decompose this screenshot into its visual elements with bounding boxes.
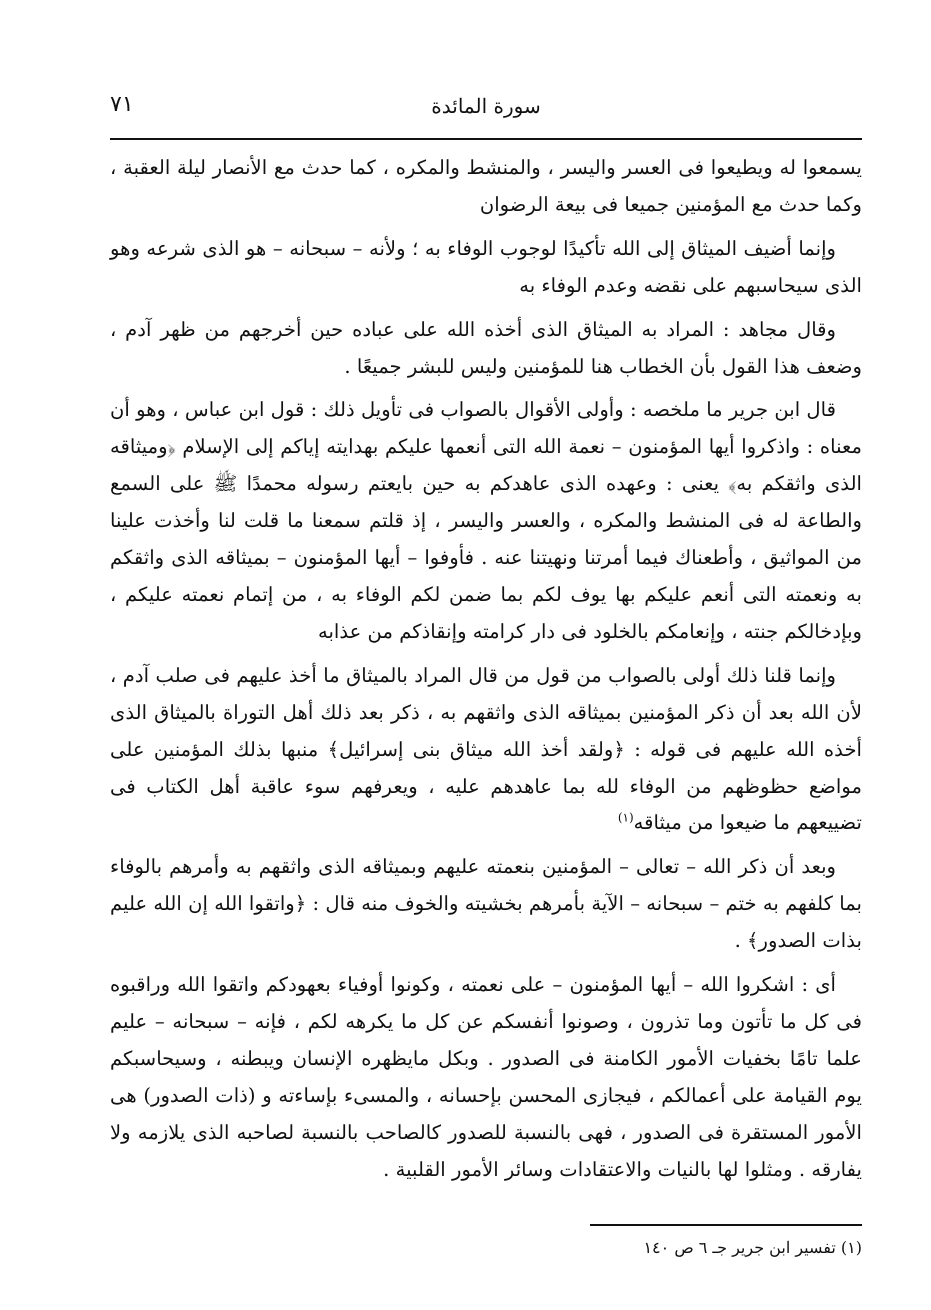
paragraph-continuation: يسمعوا له ويطيعوا فى العسر واليسر ، والمنشط والمكره ، كما حدث مع الأنصار ليلة العقبة ، وكما حدث مع المؤمنين جميعا فى بيعة الرضوان [110, 156, 862, 216]
paragraph: وإنما أضيف الميثاق إلى الله تأكيدًا لوجوب الوفاء به ؛ ولأنه – سبحانه – هو الذى شرعه وهو الذى سيحاسبهم على نقضه وعدم الوفاء به [110, 236, 862, 297]
page-header [110, 82, 862, 140]
paragraph: قال ابن جرير ما ملخصه : وأولى الأقوال بالصواب فى تأويل ذلك : قول ابن عباس ، وهو أن معناه : واذكروا أيها المؤمنون – نعمة الله التى أنعمها عليكم بهدايته إياكم إلى الإسلام ﴿وميثاقه الذى واثقكم به﴾ يعنى : وعهده الذى عاهدكم به حين بايعتم رسوله محمدًا ﷺ على السمع والطاعة له فى المنشط والمكره ، والعسر واليسر ، إذ قلتم سمعنا ما قلت لنا وأخذت علينا من المواثيق ، وأطعناك فيما أمرتنا ونهيتنا عنه . فأوفوا – أيها المؤمنون – بميثاقه الذى واثقكم به ونعمته التى أنعم عليكم بها يوف لكم بما ضمن لكم الوفاء به ، من إتمام نعمته عليكم ، وبإدخالكم جنته ، وإنعامكم بالخلود فى دار كرامته وإنقاذكم من عذابه [110, 398, 862, 643]
body-text [110, 150, 862, 1195]
paragraph-with-footnote [110, 658, 862, 843]
paragraph: وبعد أن ذكر الله – تعالى – المؤمنين بنعمته عليهم وبميثاقه الذى واثقهم به وأمرهم بالوفاء بما كلفهم به ختم – سبحانه – الآية بأمرهم بخشيته والخوف منه قال : ﴿واتقوا الله إن الله عليم بذات الصدور﴾ . [110, 855, 862, 953]
page-number: ٧١ [110, 92, 134, 117]
paragraph: وقال مجاهد : المراد به الميثاق الذى أخذه الله على عباده حين أخرجهم من ظهر آدم ، وضعف هذا القول بأن الخطاب هنا للمؤمنين وليس للبشر جميعًا . [110, 317, 862, 378]
footnote: (١) تفسير ابن جرير جـ ٦ ص ١٤٠ [643, 1238, 862, 1257]
surah-title: سورة المائدة [431, 94, 541, 118]
footnote-divider [590, 1224, 862, 1226]
footnote-marker: (١) [617, 810, 634, 825]
paragraph-text: وإنما قلنا ذلك أولى بالصواب من قول من قال المراد بالميثاق ما أخذ عليهم فى صلب آدم ، لأن الله بعد أن ذكر المؤمنين بميثاقه الذى واثقهم به ، ذكر بعد ذلك أهل التوراة بالميثاق الذى أخذه الله عليهم فى قوله : ﴿ولقد أخذ الله ميثاق بنى إسرائيل﴾ منبها بذلك المؤمنين على مواضع حظوظهم من الوفاء لله بما عاهدهم عليه ، ويعرفهم سوء عاقبة أهل الكتاب فى تضييعهم ما ضيعوا من ميثاقه [110, 663, 862, 835]
paragraph: أى : اشكروا الله – أيها المؤمنون – على نعمته ، وكونوا أوفياء بعهودكم واتقوا الله وراقبوه فى كل ما تأتون وما تذرون ، وصونوا أنفسكم عن كل ما يكرهه لكم ، فإنه – سبحانه – عليم علما تامًا بخفيات الأمور الكامنة فى الصدور . وبكل مايظهره الإنسان ويبطنه ، وسيحاسبكم يوم القيامة على أعمالكم ، فيجازى المحسن بإحسانه ، والمسىء بإساءته و (ذات الصدور) هى الأمور المستقرة فى الصدور ، فهى بالنسبة للصدور كالصاحب بالنسبة لصاحبه الذى يلازمه ولا يفارقه . ومثلوا لها بالنيات والاعتقادات وسائر الأمور القلبية . [110, 973, 862, 1181]
